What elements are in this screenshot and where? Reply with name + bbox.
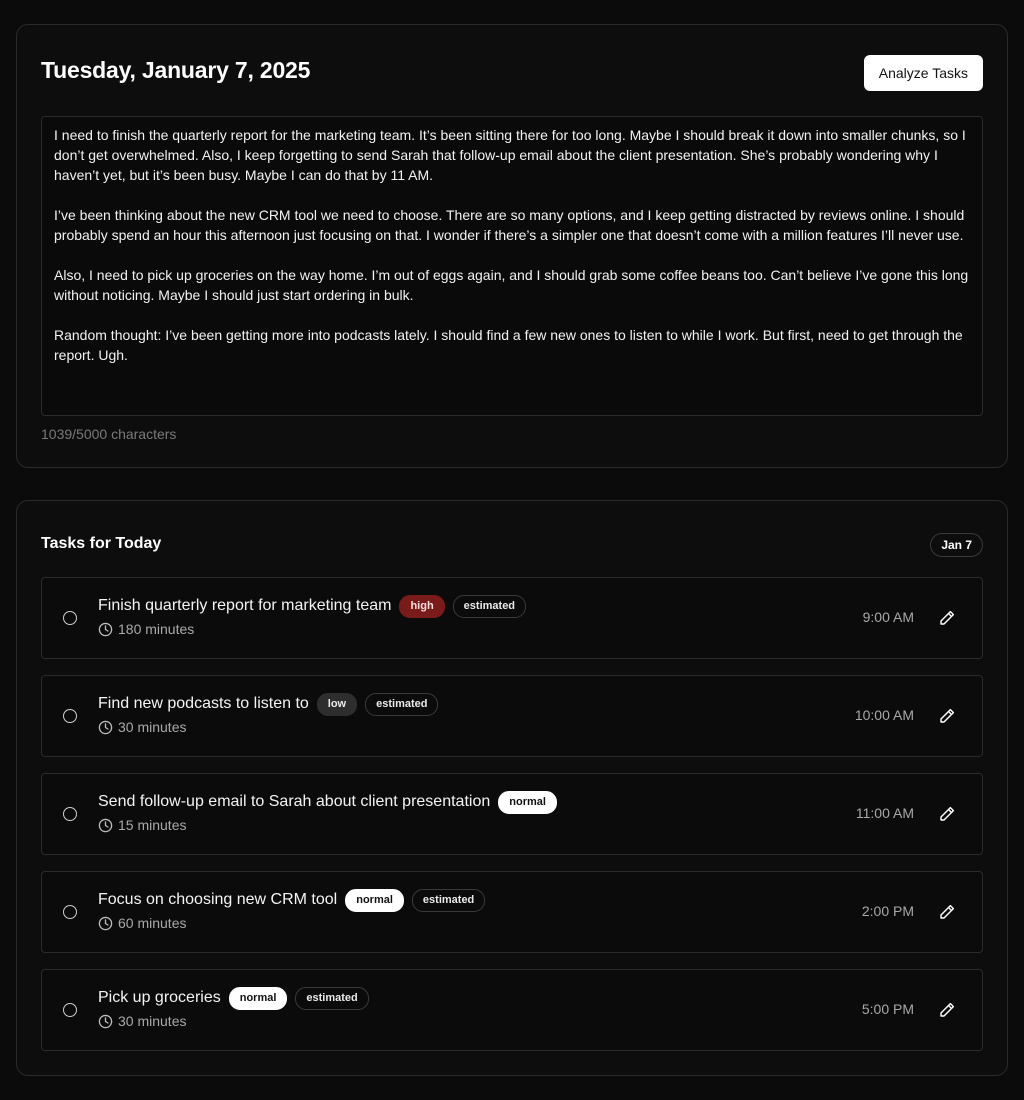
estimated-badge: estimated — [295, 987, 368, 1010]
journal-header — [41, 55, 983, 91]
task-row — [41, 577, 983, 659]
analyze-tasks-button[interactable]: Analyze Tasks — [864, 55, 983, 91]
priority-badge: normal — [498, 791, 557, 814]
date-badge: Jan 7 — [930, 533, 983, 557]
priority-badge: normal — [229, 987, 288, 1010]
task-body — [98, 693, 438, 735]
journal-entry-textarea[interactable] — [41, 116, 983, 416]
pencil-icon[interactable] — [938, 707, 956, 725]
task-row — [41, 969, 983, 1051]
task-row — [41, 675, 983, 757]
task-duration-text: 15 minutes — [118, 817, 187, 833]
task-body — [98, 595, 526, 637]
tasks-header — [41, 531, 983, 557]
task-duration — [98, 719, 438, 735]
task-name: Focus on choosing new CRM tool — [98, 891, 338, 908]
pencil-icon[interactable] — [938, 1001, 956, 1019]
page-title: Tuesday, January 7, 2025 — [41, 57, 311, 83]
pencil-icon[interactable] — [938, 805, 956, 823]
task-title-line — [98, 791, 557, 813]
priority-badge: low — [317, 693, 357, 716]
task-duration-text: 30 minutes — [118, 719, 187, 735]
task-name: Pick up groceries — [98, 989, 221, 1006]
task-time: 11:00 AM — [855, 805, 914, 821]
task-body — [98, 889, 485, 931]
estimated-badge: estimated — [365, 693, 438, 716]
task-duration — [98, 817, 557, 833]
journal-card — [16, 24, 1008, 468]
task-time: 2:00 PM — [861, 903, 914, 919]
estimated-badge: estimated — [453, 595, 526, 618]
clock-icon — [98, 1014, 113, 1029]
task-duration-text: 30 minutes — [118, 1013, 187, 1029]
priority-badge: normal — [345, 889, 404, 912]
clock-icon — [98, 916, 113, 931]
tasks-title: Tasks for Today — [41, 535, 162, 552]
task-checkbox[interactable] — [63, 905, 77, 919]
task-title-line — [98, 595, 526, 617]
task-duration-text: 60 minutes — [118, 915, 187, 931]
task-name: Send follow-up email to Sarah about client presentation — [98, 793, 491, 810]
task-duration — [98, 1013, 369, 1029]
clock-icon — [98, 622, 113, 637]
task-checkbox[interactable] — [63, 709, 77, 723]
task-duration — [98, 621, 526, 637]
task-name: Finish quarterly report for marketing team — [98, 597, 392, 614]
task-duration-text: 180 minutes — [118, 621, 195, 637]
task-checkbox[interactable] — [63, 807, 77, 821]
task-checkbox[interactable] — [63, 1003, 77, 1017]
task-duration — [98, 915, 485, 931]
task-time: 9:00 AM — [862, 609, 914, 625]
task-time: 10:00 AM — [854, 707, 914, 723]
task-checkbox[interactable] — [63, 611, 77, 625]
task-row — [41, 773, 983, 855]
priority-badge: high — [399, 595, 444, 618]
clock-icon — [98, 818, 113, 833]
task-body — [98, 791, 557, 833]
task-body — [98, 987, 369, 1029]
task-title-line — [98, 693, 438, 715]
estimated-badge: estimated — [412, 889, 485, 912]
tasks-card — [16, 500, 1008, 1076]
clock-icon — [98, 720, 113, 735]
task-title-line — [98, 889, 485, 911]
task-title-line — [98, 987, 369, 1009]
pencil-icon[interactable] — [938, 609, 956, 627]
pencil-icon[interactable] — [938, 903, 956, 921]
task-list — [41, 577, 983, 1067]
character-count: 1039/5000 characters — [41, 426, 177, 442]
task-name: Find new podcasts to listen to — [98, 695, 309, 712]
task-time: 5:00 PM — [861, 1001, 914, 1017]
task-row — [41, 871, 983, 953]
